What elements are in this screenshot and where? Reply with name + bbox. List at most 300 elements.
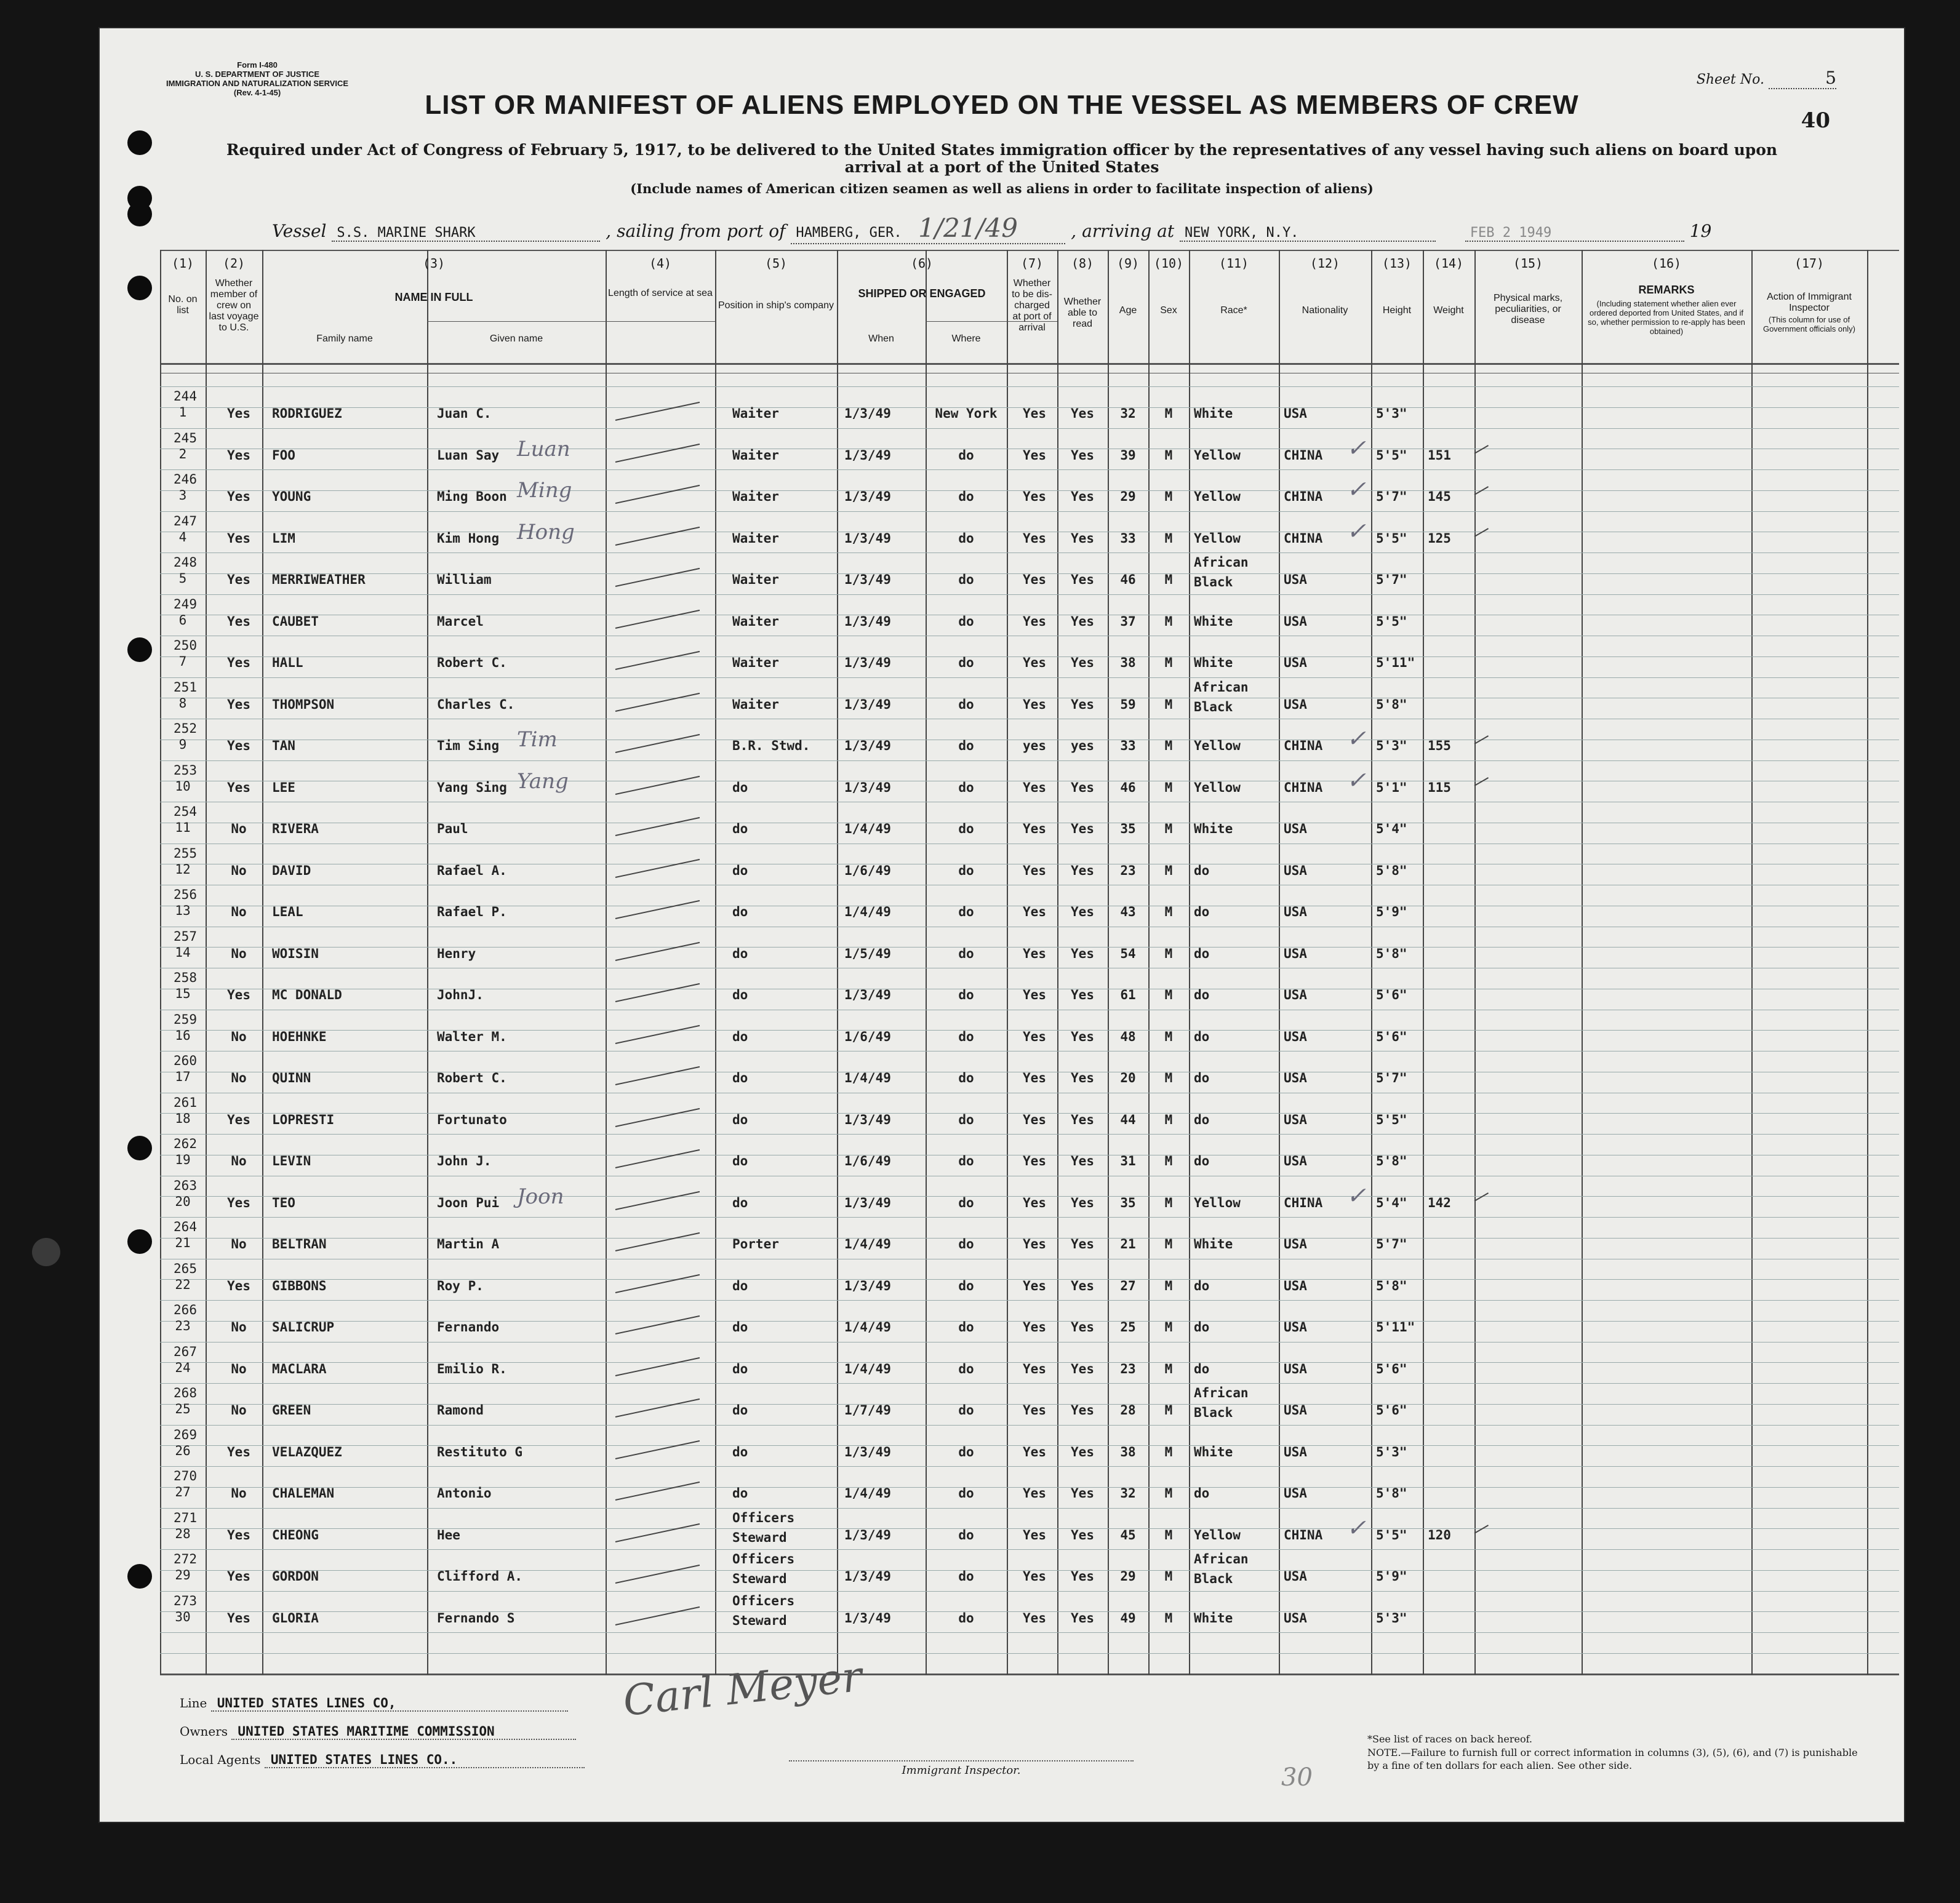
cell-given: Clifford A. bbox=[437, 1569, 523, 1584]
binder-hole bbox=[127, 130, 152, 155]
cell-race: do bbox=[1194, 1361, 1210, 1376]
binder-hole bbox=[127, 1136, 152, 1160]
handwritten-name-correction: Yang bbox=[517, 768, 569, 794]
cell-when: 1/4/49 bbox=[844, 821, 891, 836]
cell-disch: Yes bbox=[1023, 655, 1046, 670]
table-bottom-border bbox=[160, 1674, 1899, 1675]
row-sequence: 265 bbox=[174, 1261, 197, 1276]
cell-given: Hee bbox=[437, 1527, 460, 1542]
cell-sex: M bbox=[1164, 1154, 1173, 1168]
cell-height: 5'7" bbox=[1376, 1237, 1407, 1251]
cell-when: 1/3/49 bbox=[844, 738, 891, 753]
cell-position: Officers Steward bbox=[732, 1510, 795, 1545]
cell-sex: M bbox=[1164, 655, 1173, 670]
vessel-label: Vessel bbox=[272, 221, 327, 241]
cell-nat: USA bbox=[1284, 1112, 1307, 1127]
cell-age: 37 bbox=[1120, 613, 1136, 629]
cell-family: MACLARA bbox=[272, 1361, 327, 1376]
cell-given: Fernando bbox=[437, 1320, 500, 1334]
cell-age: 28 bbox=[1120, 1403, 1136, 1418]
cell-sex: M bbox=[1164, 406, 1173, 421]
sheet-number-value: 5 bbox=[1769, 68, 1836, 89]
cell-voyage: Yes bbox=[227, 489, 250, 504]
cell-disch: Yes bbox=[1023, 1403, 1046, 1418]
cell-voyage: Yes bbox=[227, 572, 250, 587]
cell-when: 1/3/49 bbox=[844, 1444, 891, 1459]
cell-read: Yes bbox=[1071, 447, 1094, 463]
tick-mark-icon bbox=[1474, 445, 1489, 454]
cell-given: Joon Pui bbox=[437, 1195, 500, 1210]
row-number: 20 bbox=[175, 1194, 191, 1209]
table-row bbox=[160, 760, 1899, 802]
row-number: 23 bbox=[175, 1319, 191, 1333]
cell-family: RIVERA bbox=[272, 821, 319, 836]
cell-height: 5'8" bbox=[1376, 1486, 1407, 1501]
length-service-slash-mark bbox=[615, 817, 700, 836]
cell-height: 5'1" bbox=[1376, 780, 1407, 795]
check-mark-icon: ✓ bbox=[1346, 476, 1366, 503]
row-number: 16 bbox=[175, 1027, 191, 1043]
header-bottom-border bbox=[160, 363, 1899, 365]
row-number: 19 bbox=[175, 1152, 191, 1167]
cell-given: Fortunato bbox=[437, 1112, 507, 1127]
cell-nat: USA bbox=[1284, 1237, 1307, 1251]
cell-where: do bbox=[958, 987, 974, 1002]
cell-given: Fernando S bbox=[437, 1610, 515, 1626]
cell-read: Yes bbox=[1071, 1527, 1094, 1542]
cell-nat: CHINA bbox=[1284, 447, 1323, 463]
cell-family: THOMPSON bbox=[272, 696, 335, 712]
cell-disch: Yes bbox=[1023, 1527, 1046, 1542]
column-number: (14) bbox=[1433, 256, 1464, 271]
cell-voyage: Yes bbox=[227, 738, 250, 753]
row-number: 29 bbox=[175, 1568, 191, 1582]
cell-read: Yes bbox=[1071, 821, 1094, 836]
cell-read: Yes bbox=[1071, 1278, 1094, 1293]
table-top-border bbox=[160, 250, 1899, 251]
check-mark-icon: ✓ bbox=[1346, 1181, 1366, 1209]
binder-hole bbox=[127, 202, 152, 226]
length-service-slash-mark bbox=[615, 526, 700, 545]
row-number: 17 bbox=[175, 1069, 191, 1084]
cell-nat: USA bbox=[1284, 406, 1307, 421]
cell-disch: Yes bbox=[1023, 1112, 1046, 1127]
cell-height: 5'8" bbox=[1376, 1278, 1407, 1293]
cell-where: do bbox=[958, 1610, 974, 1626]
row-sequence: 246 bbox=[174, 472, 197, 487]
cell-read: Yes bbox=[1071, 655, 1094, 670]
cell-position: do bbox=[732, 780, 748, 795]
cell-nat: CHINA bbox=[1284, 1527, 1323, 1542]
cell-sex: M bbox=[1164, 821, 1173, 836]
header-where: Where bbox=[951, 333, 981, 344]
length-service-slash-mark bbox=[615, 1357, 700, 1376]
cell-sex: M bbox=[1164, 489, 1173, 504]
cell-position: do bbox=[732, 987, 748, 1002]
cell-weight: 151 bbox=[1428, 447, 1451, 463]
cell-voyage: Yes bbox=[227, 696, 250, 712]
cell-disch: Yes bbox=[1023, 1071, 1046, 1085]
cell-sex: M bbox=[1164, 1320, 1173, 1334]
cell-family: CAUBET bbox=[272, 613, 319, 629]
table-row bbox=[160, 594, 1899, 636]
cell-height: 5'4" bbox=[1376, 1195, 1407, 1210]
cell-when: 1/3/49 bbox=[844, 696, 891, 712]
cell-height: 5'3" bbox=[1376, 1444, 1407, 1459]
cell-race: Yellow bbox=[1194, 447, 1241, 463]
name-subheader-line bbox=[427, 321, 715, 322]
table-row bbox=[160, 636, 1899, 677]
table-row bbox=[160, 1549, 1899, 1591]
header-given-name: Given name bbox=[489, 333, 543, 344]
cell-race: do bbox=[1194, 1154, 1210, 1168]
table-row bbox=[160, 1259, 1899, 1301]
header-action-sub: (This column for use of Government officials only) bbox=[1762, 315, 1856, 333]
sheet-number bbox=[1697, 68, 1836, 89]
cell-read: Yes bbox=[1071, 1486, 1094, 1501]
cell-family: QUINN bbox=[272, 1071, 311, 1085]
cell-position: Waiter bbox=[732, 489, 779, 504]
cell-position: do bbox=[732, 1195, 748, 1210]
cell-when: 1/3/49 bbox=[844, 572, 891, 587]
cell-read: Yes bbox=[1071, 987, 1094, 1002]
cell-when: 1/4/49 bbox=[844, 1361, 891, 1376]
cell-when: 1/6/49 bbox=[844, 1154, 891, 1168]
row-sequence: 268 bbox=[174, 1386, 197, 1400]
cell-read: Yes bbox=[1071, 1154, 1094, 1168]
cell-when: 1/4/49 bbox=[844, 1237, 891, 1251]
cell-where: do bbox=[958, 1195, 974, 1210]
cell-family: HALL bbox=[272, 655, 303, 670]
cell-position: Waiter bbox=[732, 447, 779, 463]
cell-nat: USA bbox=[1284, 572, 1307, 587]
cell-position: do bbox=[732, 904, 748, 919]
cell-where: do bbox=[958, 1569, 974, 1584]
cell-nat: USA bbox=[1284, 696, 1307, 712]
cell-race: do bbox=[1194, 1112, 1210, 1127]
row-sequence: 266 bbox=[174, 1303, 197, 1317]
cell-race: White bbox=[1194, 1610, 1233, 1626]
cell-sex: M bbox=[1164, 613, 1173, 629]
cell-disch: Yes bbox=[1023, 946, 1046, 961]
cell-family: LEE bbox=[272, 780, 295, 795]
cell-race: African Black bbox=[1194, 555, 1249, 589]
cell-race: White bbox=[1194, 655, 1233, 670]
row-sequence: 269 bbox=[174, 1427, 197, 1442]
sailing-port: HAMBERG, GER. bbox=[796, 225, 902, 241]
cell-where: do bbox=[958, 1320, 974, 1334]
cell-position: Porter bbox=[732, 1237, 779, 1251]
table-row bbox=[160, 968, 1899, 1010]
cell-position: Waiter bbox=[732, 530, 779, 546]
cell-family: YOUNG bbox=[272, 489, 311, 504]
table-row bbox=[160, 1591, 1899, 1633]
length-service-slash-mark bbox=[615, 1606, 700, 1625]
cell-when: 1/6/49 bbox=[844, 1029, 891, 1044]
cell-read: Yes bbox=[1071, 1237, 1094, 1251]
cell-race: do bbox=[1194, 1071, 1210, 1085]
cell-race: White bbox=[1194, 1444, 1233, 1459]
cell-sex: M bbox=[1164, 1610, 1173, 1626]
cell-position: Waiter bbox=[732, 572, 779, 587]
cell-read: Yes bbox=[1071, 1610, 1094, 1626]
cell-position: Waiter bbox=[732, 406, 779, 421]
cell-family: LIM bbox=[272, 530, 295, 546]
form-service: IMMIGRATION AND NATURALIZATION SERVICE bbox=[166, 79, 349, 88]
cell-age: 59 bbox=[1120, 696, 1136, 712]
ruled-line bbox=[160, 1653, 1899, 1654]
line-value: UNITED STATES LINES CO, bbox=[211, 1696, 568, 1712]
cell-race: African Black bbox=[1194, 1386, 1249, 1420]
cell-where: do bbox=[958, 1444, 974, 1459]
cell-voyage: No bbox=[231, 1029, 247, 1044]
cell-disch: Yes bbox=[1023, 530, 1046, 546]
cell-sex: M bbox=[1164, 863, 1173, 878]
cell-nat: CHINA bbox=[1284, 1195, 1323, 1210]
cell-age: 25 bbox=[1120, 1320, 1136, 1334]
cell-nat: USA bbox=[1284, 987, 1307, 1002]
cell-disch: Yes bbox=[1023, 696, 1046, 712]
row-sequence: 249 bbox=[174, 596, 197, 612]
cell-family: LEVIN bbox=[272, 1154, 311, 1168]
row-number: 10 bbox=[175, 778, 191, 794]
cell-height: 5'8" bbox=[1376, 863, 1407, 878]
cell-given: JohnJ. bbox=[437, 987, 484, 1002]
cell-age: 46 bbox=[1120, 572, 1136, 587]
cell-nat: CHINA bbox=[1284, 489, 1323, 504]
cell-given: Restituto G bbox=[437, 1444, 523, 1459]
inspector-signature: Carl Meyer bbox=[620, 1652, 865, 1726]
header-sex: Sex bbox=[1160, 305, 1177, 316]
cell-age: 38 bbox=[1120, 1444, 1136, 1459]
ruled-line bbox=[160, 1632, 1899, 1633]
cell-read: Yes bbox=[1071, 1071, 1094, 1085]
cell-position: do bbox=[732, 1278, 748, 1293]
cell-height: 5'9" bbox=[1376, 1569, 1407, 1584]
cell-where: do bbox=[958, 1071, 974, 1085]
cell-when: 1/6/49 bbox=[844, 863, 891, 878]
check-mark-icon: ✓ bbox=[1346, 725, 1366, 752]
cell-family: DAVID bbox=[272, 863, 311, 878]
row-number: 1 bbox=[178, 405, 187, 420]
cell-age: 20 bbox=[1120, 1071, 1136, 1085]
column-number: (13) bbox=[1382, 256, 1412, 271]
cell-race: do bbox=[1194, 904, 1210, 919]
cell-position: do bbox=[732, 1486, 748, 1501]
cell-voyage: Yes bbox=[227, 1527, 250, 1542]
length-service-slash-mark bbox=[615, 1523, 700, 1542]
cell-when: 1/4/49 bbox=[844, 1320, 891, 1334]
table-row bbox=[160, 844, 1899, 885]
cell-given: Robert C. bbox=[437, 1071, 507, 1085]
cell-height: 5'6" bbox=[1376, 1029, 1407, 1044]
cell-disch: Yes bbox=[1023, 1237, 1046, 1251]
column-number: (9) bbox=[1116, 256, 1140, 271]
row-sequence: 262 bbox=[174, 1136, 197, 1151]
cell-given: Ramond bbox=[437, 1403, 484, 1418]
cell-position: Waiter bbox=[732, 655, 779, 670]
tick-mark-icon bbox=[1474, 1192, 1489, 1202]
handwritten-name-correction: Luan bbox=[517, 436, 570, 461]
cell-given: Henry bbox=[437, 946, 476, 961]
cell-read: Yes bbox=[1071, 572, 1094, 587]
cell-nat: USA bbox=[1284, 863, 1307, 878]
column-number: (15) bbox=[1513, 256, 1543, 271]
table-row bbox=[160, 1300, 1899, 1342]
cell-disch: Yes bbox=[1023, 780, 1046, 795]
column-number: (16) bbox=[1651, 256, 1682, 271]
column-number: (11) bbox=[1218, 256, 1249, 271]
cell-age: 23 bbox=[1120, 863, 1136, 878]
cell-sex: M bbox=[1164, 904, 1173, 919]
cell-voyage: No bbox=[231, 821, 247, 836]
cell-age: 31 bbox=[1120, 1154, 1136, 1168]
column-number: (3) bbox=[422, 256, 446, 271]
cell-where: do bbox=[958, 738, 974, 753]
header-read: Whether able to read bbox=[1063, 297, 1102, 329]
year-label: 19 bbox=[1689, 221, 1712, 241]
cell-read: Yes bbox=[1071, 1320, 1094, 1334]
row-sequence: 255 bbox=[174, 845, 197, 861]
cell-race: White bbox=[1194, 406, 1233, 421]
cell-age: 48 bbox=[1120, 1029, 1136, 1044]
cell-race: do bbox=[1194, 1029, 1210, 1044]
cell-age: 33 bbox=[1120, 530, 1136, 546]
cell-sex: M bbox=[1164, 1029, 1173, 1044]
table-row bbox=[160, 1466, 1899, 1508]
row-number: 24 bbox=[175, 1360, 191, 1375]
cell-voyage: Yes bbox=[227, 987, 250, 1002]
row-number: 15 bbox=[175, 986, 191, 1001]
cell-race: White bbox=[1194, 613, 1233, 629]
length-service-slash-mark bbox=[615, 485, 700, 504]
cell-race: African Black bbox=[1194, 679, 1249, 714]
cell-read: Yes bbox=[1071, 613, 1094, 629]
cell-sex: M bbox=[1164, 530, 1173, 546]
row-number: 4 bbox=[178, 529, 187, 545]
cell-sex: M bbox=[1164, 1527, 1173, 1542]
table-row bbox=[160, 1134, 1899, 1176]
row-number: 9 bbox=[178, 737, 187, 752]
sheet-label: Sheet No. bbox=[1696, 72, 1764, 87]
cell-nat: USA bbox=[1284, 655, 1307, 670]
cell-given: William bbox=[437, 572, 492, 587]
row-sequence: 252 bbox=[174, 721, 197, 736]
cell-given: Emilio R. bbox=[437, 1361, 507, 1376]
cell-where: do bbox=[958, 821, 974, 836]
cell-family: TAN bbox=[272, 738, 295, 753]
table-row bbox=[160, 1508, 1899, 1550]
cell-when: 1/4/49 bbox=[844, 1486, 891, 1501]
column-number: (12) bbox=[1310, 256, 1340, 271]
row-sequence: 251 bbox=[174, 679, 197, 695]
cell-given: Martin A bbox=[437, 1237, 500, 1251]
cell-age: 61 bbox=[1120, 987, 1136, 1002]
cell-voyage: Yes bbox=[227, 1112, 250, 1127]
header-remarks-sub: (Including statement whether alien ever ordered deported from United States, and if so, whether permission to re-apply has been obtained) bbox=[1588, 299, 1745, 336]
owners-field bbox=[180, 1724, 576, 1740]
cell-voyage: Yes bbox=[227, 447, 250, 463]
cell-family: MERRIWEATHER bbox=[272, 572, 366, 587]
cell-read: Yes bbox=[1071, 530, 1094, 546]
check-mark-icon: ✓ bbox=[1346, 517, 1366, 545]
cell-race: African Black bbox=[1194, 1552, 1249, 1586]
cell-where: do bbox=[958, 530, 974, 546]
cell-family: MC DONALD bbox=[272, 987, 342, 1002]
cell-where: do bbox=[958, 447, 974, 463]
cell-nat: USA bbox=[1284, 1071, 1307, 1085]
cell-disch: Yes bbox=[1023, 613, 1046, 629]
row-sequence: 270 bbox=[174, 1469, 197, 1483]
row-sequence: 245 bbox=[174, 430, 197, 445]
cell-age: 32 bbox=[1120, 406, 1136, 421]
header-physical: Physical marks, peculiarities, or disease bbox=[1493, 293, 1563, 325]
table-row bbox=[160, 927, 1899, 968]
cell-nat: USA bbox=[1284, 904, 1307, 919]
cell-height: 5'11" bbox=[1376, 655, 1415, 670]
races-note: *See list of races on back hereof. bbox=[1367, 1733, 1533, 1745]
row-number: 26 bbox=[175, 1443, 191, 1458]
cell-read: Yes bbox=[1071, 406, 1094, 421]
tick-mark-icon bbox=[1474, 528, 1489, 537]
owners-value: UNITED STATES MARITIME COMMISSION bbox=[231, 1724, 576, 1740]
cell-age: 54 bbox=[1120, 946, 1136, 961]
cell-disch: Yes bbox=[1023, 1195, 1046, 1210]
cell-age: 44 bbox=[1120, 1112, 1136, 1127]
cell-nat: USA bbox=[1284, 1154, 1307, 1168]
cell-position: do bbox=[732, 1154, 748, 1168]
cell-weight: 145 bbox=[1428, 489, 1451, 504]
header-race: Race* bbox=[1220, 305, 1247, 316]
cell-height: 5'5" bbox=[1376, 1112, 1407, 1127]
cell-age: 21 bbox=[1120, 1237, 1136, 1251]
cell-height: 5'5" bbox=[1376, 447, 1407, 463]
length-service-slash-mark bbox=[615, 609, 700, 628]
cell-sex: M bbox=[1164, 780, 1173, 795]
column-number: (10) bbox=[1153, 256, 1184, 271]
cell-race: Yellow bbox=[1194, 530, 1241, 546]
row-sequence: 244 bbox=[174, 389, 197, 404]
cell-disch: Yes bbox=[1023, 447, 1046, 463]
cell-disch: Yes bbox=[1023, 821, 1046, 836]
cell-nat: USA bbox=[1284, 946, 1307, 961]
cell-race: Yellow bbox=[1194, 489, 1241, 504]
check-mark-icon: ✓ bbox=[1346, 766, 1366, 794]
cell-read: Yes bbox=[1071, 780, 1094, 795]
row-number: 12 bbox=[175, 861, 191, 877]
binder-hole bbox=[127, 1564, 152, 1589]
cell-position: do bbox=[732, 1320, 748, 1334]
row-number: 30 bbox=[175, 1609, 191, 1624]
cell-age: 23 bbox=[1120, 1361, 1136, 1376]
cell-position: Waiter bbox=[732, 696, 779, 712]
row-sequence: 272 bbox=[174, 1552, 197, 1566]
cell-race: do bbox=[1194, 1278, 1210, 1293]
arrival-port: NEW YORK, N.Y. bbox=[1180, 225, 1436, 242]
handwritten-name-correction: Joon bbox=[517, 1184, 564, 1209]
sailing-label: , sailing from port of bbox=[606, 221, 786, 241]
check-mark-icon: ✓ bbox=[1346, 1514, 1366, 1541]
tick-mark-icon bbox=[1474, 777, 1489, 786]
table-row bbox=[160, 1217, 1899, 1259]
cell-when: 1/3/49 bbox=[844, 1527, 891, 1542]
vessel-name: S.S. MARINE SHARK bbox=[332, 225, 600, 242]
cell-where: do bbox=[958, 1237, 974, 1251]
cell-where: do bbox=[958, 904, 974, 919]
cell-height: 5'4" bbox=[1376, 821, 1407, 836]
form-department: U. S. DEPARTMENT OF JUSTICE bbox=[195, 70, 320, 79]
row-number: 3 bbox=[178, 488, 187, 503]
